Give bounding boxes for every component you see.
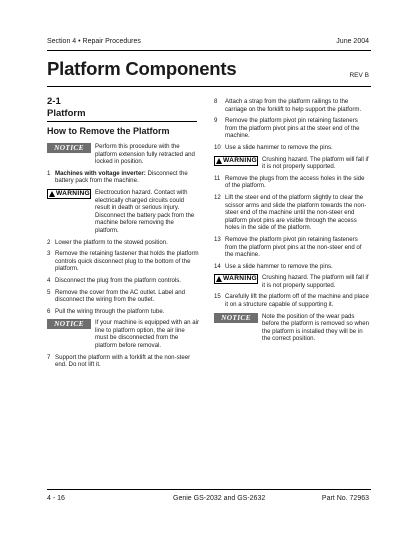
notice-callout <box>214 313 371 343</box>
section-header: Section 4 • Repair Procedures <box>47 38 141 45</box>
step-item <box>214 293 371 308</box>
step-text: Use a slide hammer to remove the pins. <box>225 262 333 270</box>
step-number: 7 <box>47 353 51 361</box>
notice-badge: NOTICE <box>47 319 91 329</box>
warning-callout <box>214 274 371 289</box>
warning-badge <box>214 156 258 166</box>
step-item <box>214 175 371 190</box>
step-number: 8 <box>214 98 218 105</box>
step-number: 12 <box>214 193 221 201</box>
notice-text: If your machine is equipped with an air line to platform option, the air line must be disconnected from the platform before removal. <box>95 319 199 350</box>
step-number: 2 <box>47 238 51 246</box>
warning-badge-label: WARNING <box>223 275 257 283</box>
step-text: Use a slide hammer to remove the pins. <box>225 143 333 151</box>
page-title: Platform Components <box>47 58 237 79</box>
step-item <box>47 170 199 185</box>
step-text: Remove the platform pivot pin retaining fasteners from the platform pivot pins at the non-steer end of the machine. <box>225 235 362 259</box>
warning-text: Electrocution hazard. Contact with electrically charged circuits could result in death or serious injury. Disconnect the battery pack from the machine before removing the platform. <box>95 188 195 234</box>
step-text: Remove the retaining fastener that holds the platform controls quick disconnect plug to the bottom of the platform. <box>55 250 199 273</box>
footer-divider <box>47 489 371 490</box>
notice-callout <box>47 143 199 166</box>
step-number: 1 <box>47 169 51 177</box>
step-item <box>47 277 199 285</box>
notice-text: Note the position of the wear pads before the platform is removed so when the platform is installed they will be in the correct position. <box>262 312 370 343</box>
warning-callout <box>214 156 371 171</box>
step-item <box>47 289 199 304</box>
step-number: 6 <box>47 307 51 315</box>
notice-callout <box>47 319 199 349</box>
step-text: Disconnect the plug from the platform controls. <box>55 276 181 284</box>
step-item <box>214 98 371 113</box>
step-text: Attach a strap from the platform railings to the carriage on the forklift to help support the platform. <box>225 98 362 113</box>
left-column <box>47 143 199 373</box>
notice-badge: NOTICE <box>214 313 258 323</box>
step-item <box>214 236 371 259</box>
step-number: 11 <box>214 174 221 182</box>
step-number: 13 <box>214 235 221 243</box>
revision-label: REV B <box>349 72 369 79</box>
step-text: Lift the steer end of the platform slightly to clear the scissor arms and slide the platform towards the non-steer end of the machine until the non-steer end platform pivot pins are visible through the access holes in the side of the platform. <box>225 193 367 232</box>
step-text: Carefully lift the platform off of the machine and place it on a structure capable of supporting it. <box>225 293 369 309</box>
warning-callout <box>47 189 199 235</box>
step-item <box>47 354 199 369</box>
step-number: 5 <box>47 288 51 296</box>
step-item <box>47 250 199 273</box>
step-item <box>214 144 371 152</box>
step-text: Remove the plugs from the access holes in the side of the platform. <box>225 174 365 190</box>
model-name: Genie GS-2032 and GS-2632 <box>173 495 266 502</box>
section-name: Platform <box>47 108 86 119</box>
step-number: 4 <box>47 276 51 284</box>
step-text: Pull the wiring through the platform tube. <box>55 307 165 315</box>
right-column <box>214 98 371 347</box>
section-divider <box>47 121 197 122</box>
step-number: 10 <box>214 143 221 151</box>
step-item <box>47 308 199 316</box>
warning-triangle-icon <box>49 191 55 197</box>
warning-badge <box>47 189 91 199</box>
step-text: Disconnect the battery pack from the machine. <box>55 169 188 185</box>
step-text: Remove the platform pivot pin retaining fasteners from the platform pivot pins at the steer end of the machine. <box>225 117 360 140</box>
step-item <box>214 117 371 140</box>
title-divider <box>47 86 371 87</box>
step-number: 15 <box>214 293 221 301</box>
step-number: 14 <box>214 262 221 270</box>
step-number: 9 <box>214 117 218 125</box>
notice-badge: NOTICE <box>47 143 91 153</box>
warning-triangle-icon <box>216 276 222 282</box>
warning-badge-label: WARNING <box>223 156 257 164</box>
part-number: Part No. 72963 <box>321 495 369 502</box>
step-text: Remove the cover from the AC outlet. Label and disconnect the wiring from the outlet. <box>55 288 186 304</box>
step-emphasis: Machines with voltage inverter: <box>55 169 146 177</box>
warning-text: Crushing hazard. The platform will fall if it is not properly supported. <box>262 274 369 289</box>
step-item <box>47 239 199 247</box>
page-number: 4 - 16 <box>47 495 65 502</box>
warning-badge-label: WARNING <box>56 190 90 198</box>
step-text: Lower the platform to the stowed position. <box>55 238 168 246</box>
warning-badge <box>214 274 258 284</box>
section-number: 2-1 <box>47 96 61 107</box>
header-date: June 2004 <box>336 38 369 45</box>
step-item <box>214 263 371 271</box>
notice-text: Perform this procedure with the platform extension fully retracted and locked in position. <box>95 143 195 166</box>
procedure-heading: How to Remove the Platform <box>47 126 170 136</box>
step-item <box>214 194 371 232</box>
warning-triangle-icon <box>216 158 222 164</box>
step-text: Support the platform with a forklift at the non-steer end. Do not lift it. <box>55 353 191 369</box>
step-number: 3 <box>47 250 51 258</box>
warning-text: Crushing hazard. The platform will fall if it is not properly supported. <box>262 155 369 171</box>
header-divider <box>47 50 371 51</box>
